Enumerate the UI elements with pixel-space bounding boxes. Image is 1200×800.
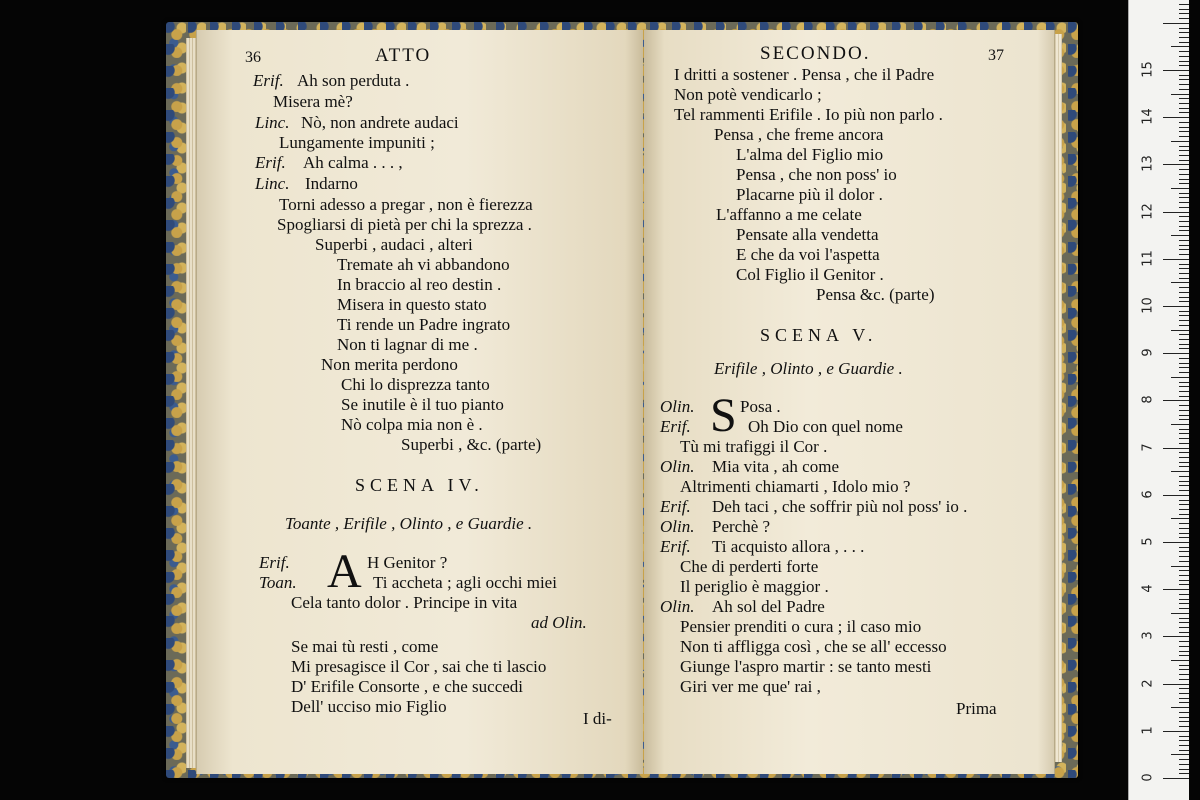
ruler-tick — [1179, 363, 1189, 364]
ruler-tick — [1179, 75, 1189, 76]
ruler-tick — [1179, 410, 1189, 411]
ruler-tick — [1179, 584, 1189, 585]
verse-line: L'affanno a me celate — [716, 205, 862, 224]
ruler-tick — [1179, 320, 1189, 321]
verse-line: Torni adesso a pregar , non è fierezza — [279, 195, 533, 214]
ruler-tick — [1179, 485, 1189, 486]
verse-line: In braccio al reo destin . — [337, 275, 502, 294]
ruler-tick — [1179, 674, 1189, 675]
ruler-tick — [1179, 193, 1189, 194]
ruler-tick — [1163, 731, 1189, 732]
ruler-tick — [1179, 278, 1189, 279]
verse-line: Pensa &c. (parte) — [816, 285, 935, 304]
ruler-tick — [1179, 622, 1189, 623]
scene-cast: Erifile , Olinto , e Guardie . — [714, 359, 903, 378]
ruler-tick — [1179, 249, 1189, 250]
ruler-tick — [1179, 665, 1189, 666]
ruler-tick — [1179, 599, 1189, 600]
ruler-tick — [1179, 292, 1189, 293]
ruler-tick — [1163, 23, 1189, 24]
ruler-tick — [1179, 221, 1189, 222]
measurement-ruler — [1128, 0, 1189, 800]
verse-line: Ti acquisto allora , . . . — [712, 537, 865, 556]
ruler-tick — [1179, 344, 1189, 345]
verse-line: Giunge l'aspro martir : se tanto mesti — [680, 657, 932, 676]
ruler-tick — [1179, 396, 1189, 397]
scene-heading: SCENA V. — [760, 325, 878, 345]
ruler-tick — [1179, 358, 1189, 359]
ruler-tick — [1179, 481, 1189, 482]
catchword: Prima — [956, 699, 997, 718]
verse-line: Pensate alla vendetta — [736, 225, 879, 244]
verse-line: Lungamente impuniti ; — [279, 133, 435, 152]
verse-line: Tel rammenti Erifile . Io più non parlo . — [674, 105, 943, 124]
ruler-tick — [1179, 301, 1189, 302]
ruler-tick — [1179, 580, 1189, 581]
verse-line: Placarne più il dolor . — [736, 185, 883, 204]
ruler-tick — [1179, 618, 1189, 619]
ruler-tick — [1179, 160, 1189, 161]
ruler-tick — [1171, 46, 1189, 47]
ruler-tick — [1171, 518, 1189, 519]
verse-line: Misera mè? — [273, 92, 353, 111]
ruler-tick — [1163, 306, 1189, 307]
verse-line: Col Figlio il Genitor . — [736, 265, 884, 284]
ruler-tick — [1179, 745, 1189, 746]
ruler-tick — [1179, 183, 1189, 184]
ruler-tick — [1179, 759, 1189, 760]
scene-cast: Toante , Erifile , Olinto , e Guardie . — [285, 514, 533, 533]
verse-line: Ti rende un Padre ingrato — [337, 315, 511, 334]
ruler-label: 3 — [1140, 631, 1156, 641]
catchword: I di- — [583, 709, 612, 728]
ruler-tick — [1179, 230, 1189, 231]
verse-line: Altrimenti chiamarti , Idolo mio ? — [680, 477, 911, 496]
ruler-tick — [1179, 688, 1189, 689]
ruler-tick — [1163, 448, 1189, 449]
verse-line: Mi presagisce il Cor , sai che ti lascio — [291, 657, 547, 676]
ruler-tick — [1179, 32, 1189, 33]
ruler-tick — [1179, 466, 1189, 467]
ruler-tick — [1179, 146, 1189, 147]
verse-line: E che da voi l'aspetta — [736, 245, 880, 264]
speaker: Erif. — [253, 71, 284, 90]
dropcap: A — [327, 545, 362, 598]
ruler-tick — [1179, 646, 1189, 647]
ruler-tick — [1179, 476, 1189, 477]
ruler-tick — [1179, 570, 1189, 571]
ruler-tick — [1179, 608, 1189, 609]
ruler-tick — [1163, 259, 1189, 260]
ruler-tick — [1179, 457, 1189, 458]
ruler-tick — [1179, 89, 1189, 90]
speaker: Toan. — [259, 573, 297, 592]
verse-line: Che di perderti forte — [680, 557, 819, 576]
verse-line: Non ti affligga così , che se all' eccesso — [680, 637, 947, 656]
ruler-tick — [1179, 533, 1189, 534]
ruler-tick — [1179, 547, 1189, 548]
ruler-tick — [1179, 325, 1189, 326]
speaker: Erif. — [660, 417, 691, 436]
verse-line: Nò, non andrete audaci — [301, 113, 459, 132]
ruler-tick — [1179, 509, 1189, 510]
ruler-tick — [1179, 561, 1189, 562]
ruler-tick — [1179, 537, 1189, 538]
ruler-tick — [1179, 174, 1189, 175]
ruler-tick — [1179, 311, 1189, 312]
ruler-label: 7 — [1140, 442, 1156, 452]
ruler-tick — [1179, 51, 1189, 52]
ruler-tick — [1179, 721, 1189, 722]
ruler-tick — [1179, 254, 1189, 255]
verse-line: Pensa , che non poss' io — [736, 165, 897, 184]
ruler-label: 11 — [1140, 250, 1156, 267]
ruler-tick — [1171, 566, 1189, 567]
ruler-tick — [1179, 669, 1189, 670]
ruler-label: 4 — [1140, 584, 1156, 593]
ruler-tick — [1179, 391, 1189, 392]
ruler-tick — [1179, 702, 1189, 703]
speaker: Olin. — [660, 457, 695, 476]
verse-line: Deh taci , che soffrir più nol poss' io . — [712, 497, 968, 516]
verse-line: Se inutile è il tuo pianto — [341, 395, 504, 414]
ruler-tick — [1179, 84, 1189, 85]
ruler-label: 9 — [1140, 348, 1156, 357]
ruler-tick — [1179, 438, 1189, 439]
page-number: 36 — [245, 49, 261, 66]
ruler-tick — [1179, 273, 1189, 274]
verse-line: Tremate ah vi abbandono — [337, 255, 510, 274]
ruler-tick — [1179, 769, 1189, 770]
ruler-label: 2 — [1140, 678, 1156, 688]
ruler-tick — [1179, 216, 1189, 217]
speaker: Erif. — [259, 553, 290, 572]
ruler-label: 14 — [1140, 108, 1156, 125]
ruler-label: 12 — [1140, 202, 1156, 220]
stage-direction: ad Olin. — [531, 613, 587, 632]
ruler-label: 1 — [1140, 726, 1156, 735]
ruler-tick — [1179, 42, 1189, 43]
ruler-tick — [1171, 471, 1189, 472]
ruler-tick — [1179, 717, 1189, 718]
speaker: Erif. — [660, 497, 691, 516]
ruler-tick — [1179, 528, 1189, 529]
verse-line: Cela tanto dolor . Principe in vita — [291, 593, 518, 612]
ruler-tick — [1179, 736, 1189, 737]
verse-line: Ti accheta ; agli occhi miei — [373, 573, 557, 592]
ruler-tick — [1179, 202, 1189, 203]
verse-line: Ah calma . . . , — [303, 153, 403, 172]
ruler-tick — [1163, 212, 1189, 213]
verse-line: Se mai tù resti , come — [291, 637, 439, 656]
ruler-tick — [1179, 504, 1189, 505]
verse-line: I dritti a sostener . Pensa , che il Padre — [674, 65, 935, 84]
ruler-tick — [1179, 726, 1189, 727]
dropcap: S — [710, 389, 737, 442]
ruler-tick — [1179, 98, 1189, 99]
ruler-tick — [1179, 79, 1189, 80]
verse-line: Mia vita , ah come — [712, 457, 839, 476]
verse-line: Oh Dio con quel nome — [748, 417, 903, 436]
ruler-tick — [1179, 28, 1189, 29]
ruler-tick — [1179, 240, 1189, 241]
verse-line: Chi lo disprezza tanto — [341, 375, 490, 394]
ruler-tick — [1179, 764, 1189, 765]
verse-line: Superbi , audaci , alteri — [315, 235, 473, 254]
ruler-tick — [1179, 462, 1189, 463]
verse-line: Non potè vendicarlo ; — [674, 85, 822, 104]
ruler-tick — [1163, 117, 1189, 118]
ruler-tick — [1171, 94, 1189, 95]
ruler-tick — [1179, 4, 1189, 5]
ruler-tick — [1179, 712, 1189, 713]
ruler-tick — [1179, 37, 1189, 38]
verse-line: D' Erifile Consorte , e che succedi — [291, 677, 524, 696]
verse-line: Ah son perduta . — [297, 71, 410, 90]
ruler-label: 5 — [1140, 537, 1156, 546]
ruler-tick — [1179, 56, 1189, 57]
ruler-tick — [1179, 207, 1189, 208]
ruler-tick — [1171, 188, 1189, 189]
ruler-tick — [1179, 405, 1189, 406]
verse-line: Il periglio è maggior . — [680, 577, 829, 596]
ruler-tick — [1179, 651, 1189, 652]
speaker: Linc. — [255, 113, 290, 132]
ruler-tick — [1179, 9, 1189, 10]
ruler-tick — [1179, 150, 1189, 151]
ruler-tick — [1179, 169, 1189, 170]
ruler-tick — [1179, 13, 1189, 14]
verse-line: Perchè ? — [712, 517, 771, 536]
verse-line: Giri ver me que' rai , — [680, 677, 821, 696]
ruler-tick — [1179, 698, 1189, 699]
verse-line: Posa . — [740, 397, 781, 416]
ruler-tick — [1179, 443, 1189, 444]
ruler-tick — [1163, 495, 1189, 496]
verse-line: L'alma del Figlio mio — [736, 145, 884, 164]
ruler-tick — [1163, 778, 1189, 779]
ruler-tick — [1179, 339, 1189, 340]
left-page — [196, 30, 643, 774]
ruler-tick — [1179, 594, 1189, 595]
ruler-tick — [1163, 684, 1189, 685]
ruler-tick — [1179, 268, 1189, 269]
ruler-tick — [1179, 334, 1189, 335]
verse-line: H Genitor ? — [367, 553, 448, 572]
ruler-tick — [1179, 245, 1189, 246]
ruler-tick — [1171, 377, 1189, 378]
ruler-tick — [1163, 70, 1189, 71]
ruler-tick — [1179, 372, 1189, 373]
ruler-tick — [1163, 353, 1189, 354]
ruler-tick — [1163, 164, 1189, 165]
ruler-tick — [1179, 297, 1189, 298]
ruler-tick — [1179, 179, 1189, 180]
ruler-tick — [1171, 613, 1189, 614]
ruler-label: 0 — [1140, 773, 1156, 782]
verse-line: Nò colpa mia non è . — [341, 415, 483, 434]
ruler-tick — [1179, 575, 1189, 576]
page-number: 37 — [988, 47, 1004, 64]
ruler-label: 8 — [1140, 395, 1156, 405]
ruler-tick — [1179, 433, 1189, 434]
ruler-tick — [1179, 655, 1189, 656]
ruler-tick — [1179, 348, 1189, 349]
verse-line: Superbi , &c. (parte) — [401, 435, 542, 454]
ruler-tick — [1179, 264, 1189, 265]
running-head: ATTO — [375, 45, 432, 66]
ruler-tick — [1179, 103, 1189, 104]
ruler-tick — [1179, 632, 1189, 633]
ruler-label: 15 — [1140, 61, 1156, 78]
ruler-tick — [1179, 693, 1189, 694]
verse-line: Misera in questo stato — [337, 295, 487, 314]
ruler-tick — [1179, 523, 1189, 524]
ruler-tick — [1179, 740, 1189, 741]
ruler-tick — [1179, 773, 1189, 774]
ruler-tick — [1179, 514, 1189, 515]
right-page — [644, 30, 1055, 774]
verse-line: Indarno — [305, 174, 358, 193]
ruler-tick — [1163, 542, 1189, 543]
ruler-tick — [1179, 415, 1189, 416]
ruler-tick — [1171, 330, 1189, 331]
ruler-tick — [1179, 287, 1189, 288]
ruler-tick — [1179, 429, 1189, 430]
verse-line: Ah sol del Padre — [712, 597, 825, 616]
ruler-label: 10 — [1140, 297, 1156, 314]
ruler-tick — [1179, 603, 1189, 604]
ruler-tick — [1179, 18, 1189, 19]
running-head: SECONDO. — [760, 43, 871, 64]
ruler-tick — [1179, 386, 1189, 387]
ruler-tick — [1179, 315, 1189, 316]
verse-line: Tù mi trafiggi il Cor . — [680, 437, 828, 456]
ruler-tick — [1171, 141, 1189, 142]
ruler-tick — [1179, 108, 1189, 109]
ruler-tick — [1179, 556, 1189, 557]
verse-line: Non ti lagnar di me . — [337, 335, 478, 354]
ruler-tick — [1179, 490, 1189, 491]
ruler-tick — [1179, 452, 1189, 453]
speaker: Olin. — [660, 397, 695, 416]
ruler-tick — [1179, 127, 1189, 128]
ruler-tick — [1171, 424, 1189, 425]
ruler-tick — [1179, 61, 1189, 62]
ruler-tick — [1171, 282, 1189, 283]
ruler-tick — [1179, 112, 1189, 113]
speaker: Olin. — [660, 517, 695, 536]
verse-line: Spogliarsi di pietà per chi la sprezza . — [277, 215, 532, 234]
ruler-tick — [1179, 155, 1189, 156]
ruler-tick — [1179, 419, 1189, 420]
verse-line: Pensier prenditi o cura ; il caso mio — [680, 617, 922, 636]
ruler-tick — [1171, 235, 1189, 236]
verse-line: Dell' ucciso mio Figlio — [291, 697, 447, 716]
ruler-tick — [1163, 636, 1189, 637]
ruler-tick — [1179, 500, 1189, 501]
ruler-label: 6 — [1140, 490, 1156, 499]
ruler-tick — [1179, 131, 1189, 132]
ruler-tick — [1179, 679, 1189, 680]
ruler-tick — [1163, 400, 1189, 401]
verse-line: Non merita perdono — [321, 355, 458, 374]
ruler-tick — [1171, 660, 1189, 661]
ruler-tick — [1179, 627, 1189, 628]
ruler-tick — [1179, 122, 1189, 123]
ruler-tick — [1163, 589, 1189, 590]
ruler-tick — [1179, 136, 1189, 137]
verse-line: Pensa , che freme ancora — [714, 125, 884, 144]
ruler-tick — [1179, 226, 1189, 227]
ruler-tick — [1179, 197, 1189, 198]
ruler-tick — [1171, 707, 1189, 708]
speaker: Erif. — [660, 537, 691, 556]
speaker: Linc. — [255, 174, 290, 193]
ruler-tick — [1179, 382, 1189, 383]
ruler-label: 13 — [1140, 155, 1156, 173]
ruler-tick — [1171, 754, 1189, 755]
ruler-tick — [1179, 367, 1189, 368]
scene-heading: SCENA IV. — [355, 475, 484, 495]
ruler-tick — [1179, 551, 1189, 552]
speaker: Olin. — [660, 597, 695, 616]
speaker: Erif. — [255, 153, 286, 172]
ruler-tick — [1179, 65, 1189, 66]
ruler-tick — [1179, 641, 1189, 642]
ruler-tick — [1179, 750, 1189, 751]
